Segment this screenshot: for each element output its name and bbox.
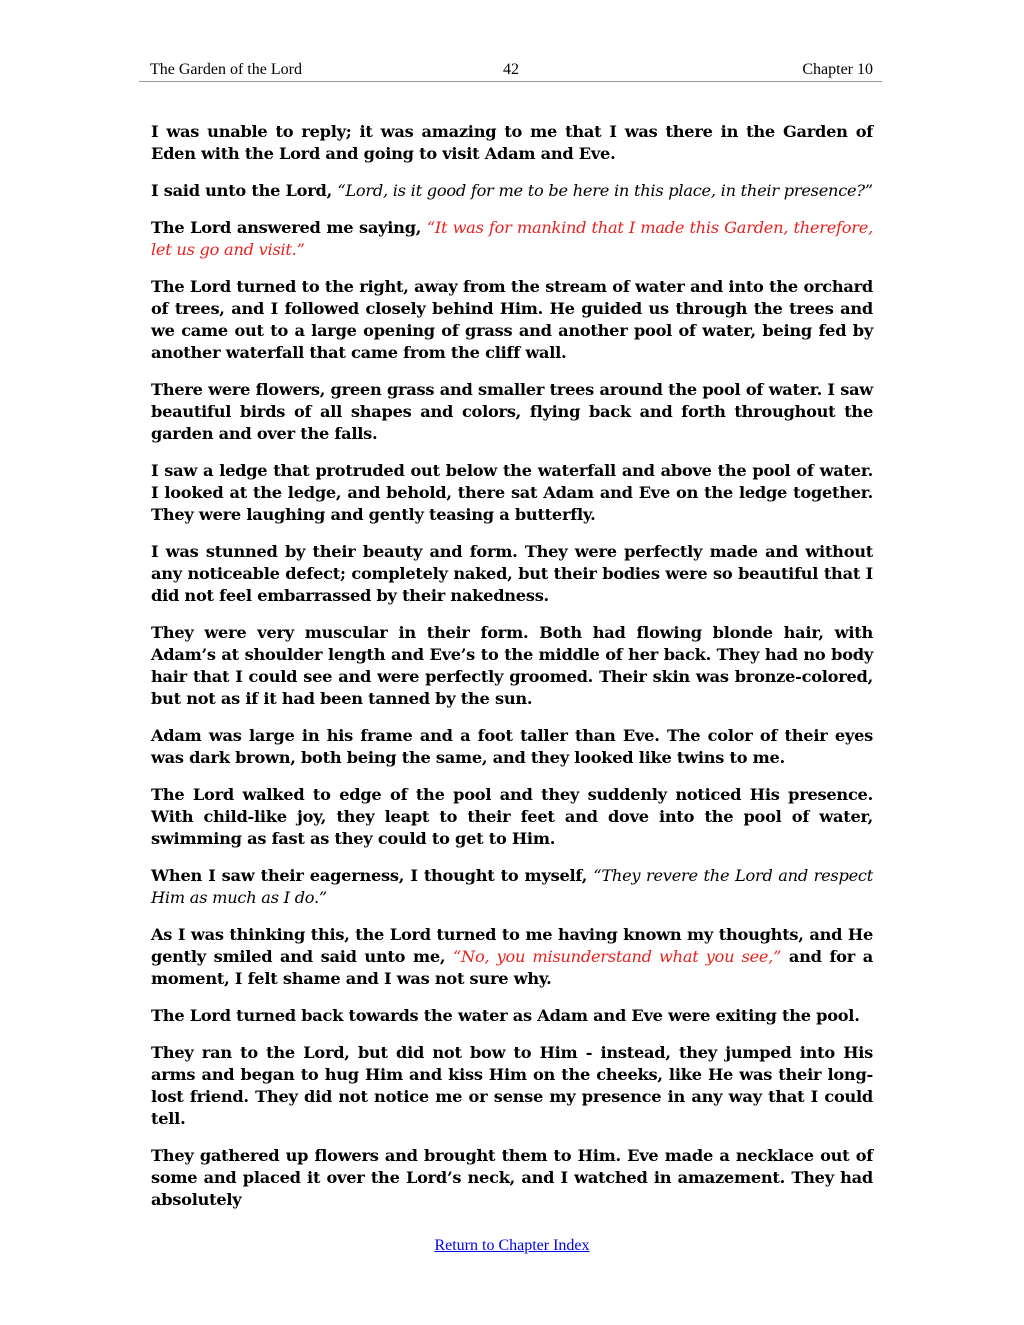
body-paragraph bbox=[151, 1042, 873, 1130]
body-paragraph bbox=[151, 276, 873, 364]
body-paragraph bbox=[151, 865, 873, 909]
paragraph-text: I said unto the Lord, bbox=[151, 181, 338, 200]
running-header bbox=[139, 60, 882, 82]
paragraph-text: There were flowers, green grass and smaller trees around the pool of water. I saw beautiful birds of all shapes and colors, flying back and forth throughout the garden and over the falls. bbox=[151, 380, 873, 443]
page-number: 42 bbox=[503, 61, 519, 78]
body-paragraph bbox=[151, 784, 873, 850]
body-paragraph bbox=[151, 180, 873, 202]
paragraph-text: The Lord walked to edge of the pool and they suddenly noticed His presence. With child-like joy, they leapt to their feet and dove into the pool of water, swimming as fast as they could to get to Him. bbox=[151, 785, 873, 848]
body-paragraph bbox=[151, 1005, 873, 1027]
paragraph-text: They gathered up flowers and brought them to Him. Eve made a necklace out of some and placed it over the Lord’s neck, and I watched in amazement. They had absolutely bbox=[151, 1146, 873, 1209]
body-paragraph bbox=[151, 725, 873, 769]
paragraph-text: I saw a ledge that protruded out below the waterfall and above the pool of water. I looked at the ledge, and behold, there sat Adam and Eve on the ledge together. They were laughing and gently teasing a butterfly. bbox=[151, 461, 873, 524]
quoted-text: “Lord, is it good for me to be here in this place, in their presence?” bbox=[337, 181, 873, 200]
paragraph-text: The Lord answered me saying, bbox=[151, 218, 427, 237]
body-paragraph bbox=[151, 622, 873, 710]
paragraph-text: They were very muscular in their form. Both had flowing blonde hair, with Adam’s at shoulder length and Eve’s to the middle of her back. They had no body hair that I could see and were perfectly groomed. Their skin was bronze-colored, but not as if it had been tanned by the sun. bbox=[151, 623, 873, 708]
paragraph-text: The Lord turned back towards the water as Adam and Eve were exiting the pool. bbox=[151, 1006, 860, 1025]
body-paragraph bbox=[151, 460, 873, 526]
paragraph-text: and for a moment, I felt shame and I was not sure why. bbox=[151, 947, 873, 988]
page-footer bbox=[0, 1237, 1024, 1255]
paragraph-text: I was unable to reply; it was amazing to me that I was there in the Garden of Eden with the Lord and going to visit Adam and Eve. bbox=[151, 122, 873, 163]
quoted-text: “They revere the Lord and respect Him as much as I do.” bbox=[151, 866, 873, 907]
paragraph-text: The Lord turned to the right, away from the stream of water and into the orchard of trees, and I followed closely behind Him. He guided us through the trees and we came out to a large opening of grass and another pool of water, being fed by another waterfall that came from the cliff wall. bbox=[151, 277, 873, 362]
body-paragraph bbox=[151, 217, 873, 261]
paragraph-text: Adam was large in his frame and a foot taller than Eve. The color of their eyes was dark brown, both being the same, and they looked like twins to me. bbox=[151, 726, 873, 767]
body-paragraph bbox=[151, 121, 873, 165]
body-paragraph bbox=[151, 924, 873, 990]
page-body bbox=[151, 121, 873, 1226]
chapter-label: Chapter 10 bbox=[802, 61, 873, 78]
book-title: The Garden of the Lord bbox=[150, 61, 302, 78]
body-paragraph bbox=[151, 541, 873, 607]
body-paragraph bbox=[151, 379, 873, 445]
lord-quote: “No, you misunderstand what you see,” bbox=[453, 947, 782, 966]
return-to-chapter-index-link[interactable]: Return to Chapter Index bbox=[434, 1237, 590, 1254]
paragraph-text: I was stunned by their beauty and form. They were perfectly made and without any noticeable defect; completely naked, but their bodies were so beautiful that I did not feel embarrassed by their nakedness. bbox=[151, 542, 873, 605]
lord-quote: “It was for mankind that I made this Garden, therefore, let us go and visit.” bbox=[151, 218, 873, 259]
paragraph-text: As I was thinking this, the Lord turned to me having known my thoughts, and He gently smiled and said unto me, bbox=[151, 925, 873, 966]
paragraph-text: They ran to the Lord, but did not bow to Him - instead, they jumped into His arms and began to hug Him and kiss Him on the cheeks, like He was their long-lost friend. They did not notice me or sense my presence in any way that I could tell. bbox=[151, 1043, 873, 1128]
paragraph-text: When I saw their eagerness, I thought to myself, bbox=[151, 866, 594, 885]
body-paragraph bbox=[151, 1145, 873, 1211]
